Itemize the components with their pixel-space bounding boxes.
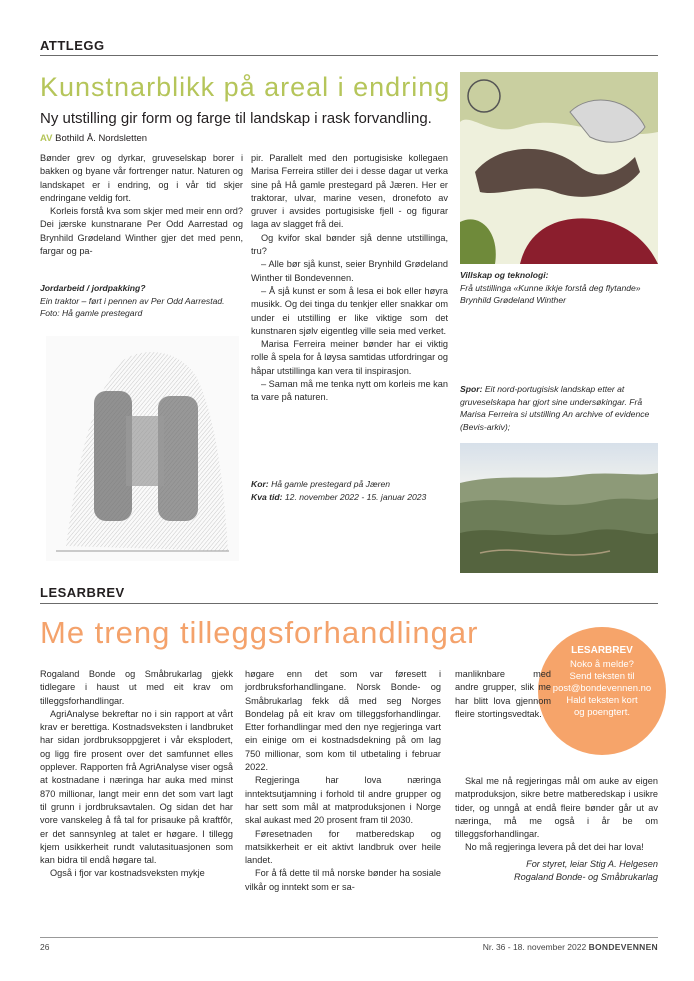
paragraph: No må regjeringa levera på det dei har lova! (465, 842, 644, 853)
caption-title: Spor: (460, 384, 483, 394)
article-deck: Ny utstilling gir form og farge til landskap i rask forvandling. (40, 110, 432, 127)
caption-tractor (40, 282, 240, 320)
paragraph: For å få dette til må norske bønder ha sosiale vilkår og inntekt som er sa- (245, 868, 441, 892)
paragraph: Rogaland Bonde og Småbrukarlag gjekk tidlegare i haust ut med eit krav om tilleggsforhandlingar. (40, 669, 233, 706)
signature-org: Rogaland Bonde- og Småbrukarlag (513, 872, 658, 883)
article-column-1 (40, 152, 243, 258)
paragraph: Bønder grev og dyrkar, gruveselskap borer i bakken og byane vår fortrenger natur. Naturen og landskapet er i endring, og i vår tid skjer endringane veldig fort. (40, 153, 243, 203)
paragraph: – Å sjå kunst er som å lesa ei bok eller høyra musikk. Og dei tinga du tenkjer eller snakkar om under ei utstilling er like viktige som det kunstnaren sjølv eigentleg ville seia med verket. (251, 285, 448, 336)
paragraph: – Saman må me tenka nytt om korleis me kan ta vare på naturen. (251, 379, 448, 403)
caption-title: Villskap og teknologi: (460, 270, 549, 280)
footer-rule (40, 937, 658, 938)
letter-column-2 (245, 668, 441, 894)
paragraph: pir. Parallelt med den portugisiske kollegaen Marisa Ferreira stiller dei i desse dagar ut verka sine på Hå gamle prestegard på Jæren. Her er traktorar, ulvar, marine vesen, dronefoto av gruver i avsides portugisiske fjell - og figurar laga av slagget frå dei. (251, 153, 448, 230)
tractor-drawing-image (46, 336, 239, 561)
page-number: 26 (40, 942, 50, 952)
caption-title: Jordarbeid / jordpakking? (40, 283, 146, 293)
paragraph: Marisa Ferreira meiner bønder har ei viktig rolle å spela for å løysa samtidas utfordringar og håpar utstillinga kan vera til inspirasjon. (251, 339, 448, 376)
paragraph: Føresetnaden for matberedskap og matsikkerheit er eit aktivt landbruk over heile landet. (245, 828, 441, 866)
article-headline: Kunstnarblikk på areal i endring (40, 72, 451, 102)
section-label-attlegg: ATTLEGG (40, 38, 105, 53)
article-column-2 (251, 152, 448, 405)
paragraph: AgriAnalyse bekreftar no i sin rapport at vårt krav er berettiga. Kostnadsveksten i landbruket har sidan jordbruksoppgjeret i vår eksplodert, og ligg fire prosent over det samfunnet elles opplever. Rapporten frå AgriAnalyse viser også at kostnadane i næringa har auka med minst 870 millionar, langt meir enn det som vart lagt til grunn i jordbruksavtalen. Og sidan det har vore vanskeleg å få tal for prisauke på kraftfôr, er det sannsynleg at talet er høgare. I tillegg kjem usikkerheit rundt valutasituasjonen som kan bidra til endå høgare tal. (40, 708, 233, 866)
badge-title: LESARBREV (571, 645, 633, 656)
letter-column-3-start (455, 668, 551, 721)
footer-issue (483, 942, 658, 952)
paragraph: Og kvifor skal bønder sjå denne utstillinga, tru? (251, 232, 448, 257)
letter-column-1 (40, 668, 233, 881)
caption-text: Ein traktor – ført i pennen av Per Odd Aarrestad. Foto: Hå gamle prestegard (40, 295, 225, 319)
caption-text: Frå utstillinga «Kunne ikkje forstå deg flytande» Brynhild Grødeland Winther (460, 282, 641, 306)
badge-line: og poengtert. (574, 707, 630, 718)
badge-line: Send teksten til (569, 671, 635, 682)
section-rule (40, 55, 658, 56)
letter-column-3 (455, 775, 658, 855)
letter-signature (455, 858, 658, 885)
event-date-label: Kva tid: (251, 491, 283, 502)
event-location: Hå gamle prestegard på Jæren (271, 479, 391, 489)
byline (40, 133, 147, 144)
section-label-lesarbrev: LESARBREV (40, 585, 125, 600)
issue-info: Nr. 36 - 18. november 2022 (482, 942, 587, 952)
paragraph: høgare enn det som var føresett i jordbruksforhandlingane. Norsk Bonde- og Småbrukarlag fekk då med seg Norges Bondelag på eit krav om tilleggsforhandlingar. Etter forhandlingar med den nye regjeringa vart ein einige om ei kostnadsdekning på om lag 750 millionar, som kom til utbetaling i februar 2022. (245, 669, 441, 773)
paragraph: Skal me nå regjeringas mål om auke av eigen matproduksjon, sikre betre matberedskap i usikre tider, og unngå at endå fleire bønder går ut av næringa, må me også i år be om tilleggsforhandlingar. (455, 776, 658, 840)
paragraph: Også i fjor var kostnadsveksten mykje (50, 868, 205, 879)
paragraph: manliknbare med andre grupper, slik me har blitt lova gjennom fleire stortingsvedtak. (455, 669, 551, 719)
event-date: 12. november 2022 - 15. januar 2023 (284, 491, 427, 502)
reader-letter-badge (538, 627, 666, 755)
paragraph: Korleis forstå kva som skjer med meir enn ord? Dei jærske kunstnarane Per Odd Aarrestad og Brynhild Grødeland Winther gjer det med penn, fargar og pa- (40, 206, 243, 257)
badge-line: Noko å melde? (570, 659, 634, 670)
event-info (251, 478, 448, 503)
byline-prefix: AV (40, 133, 53, 144)
paragraph: Regjeringa har lova næringa inntektsutjamning i forhold til andre grupper og har sett som mål at matproduksjonen i Norge skal aukast med 20 prosent fram til 2030. (245, 775, 441, 826)
brand-name: BONDEVENNEN (588, 942, 658, 952)
caption-landscape (460, 383, 658, 433)
artwork-wild-technology-image (460, 72, 658, 264)
portugal-landscape-photo (460, 443, 658, 573)
badge-email: post@bondevennen.no (552, 683, 652, 694)
caption-text: Eit nord-portugisisk landskap etter at gruveselskapa har gjort sine undersøkingar. Frå Marisa Ferreira si utstilling An archive of evidence (Bevis-arkiv); (460, 384, 650, 432)
badge-line: Hald teksten kort (566, 695, 638, 706)
event-location-label: Kor: (251, 479, 269, 489)
byline-author: Bothild Å. Nordsletten (55, 133, 148, 144)
section-rule (40, 603, 658, 604)
paragraph: – Alle bør sjå kunst, seier Brynhild Grødeland Winther til Bondevennen. (251, 259, 448, 283)
signature-line: For styret, leiar Stig A. Helgesen (526, 859, 658, 869)
caption-artwork (460, 269, 658, 307)
letter-headline: Me treng tilleggsforhandlingar (40, 615, 479, 650)
